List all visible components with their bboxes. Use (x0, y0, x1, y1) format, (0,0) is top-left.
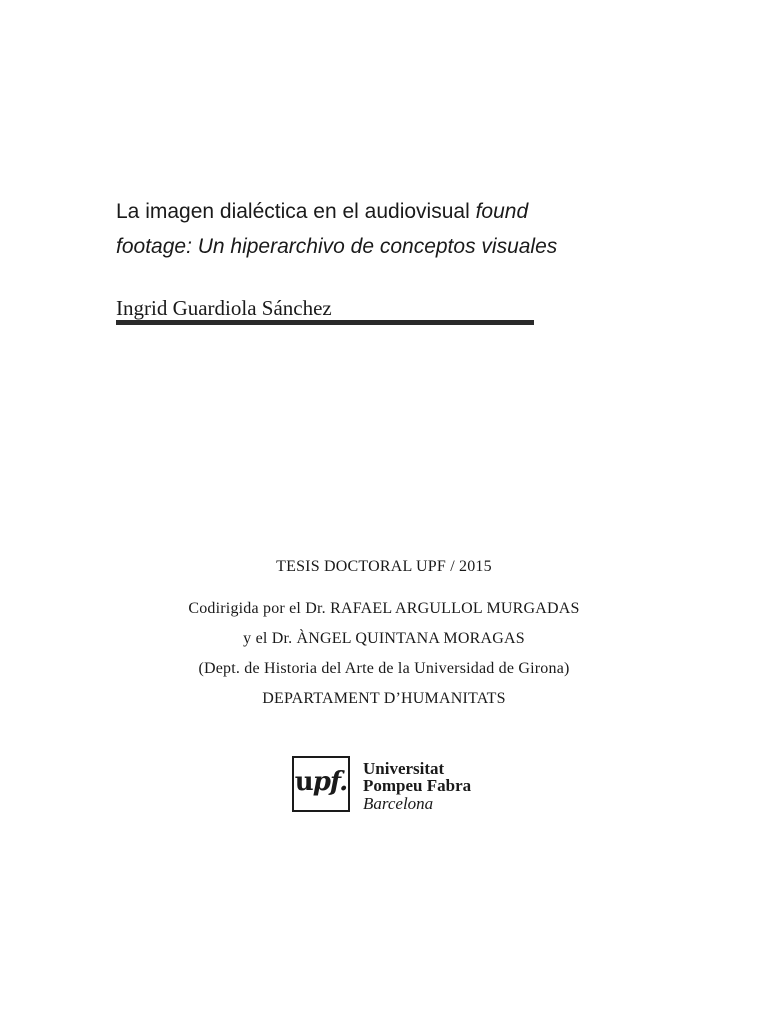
title-line-1-italic: found (475, 200, 529, 223)
supervision-line-4: DEPARTAMENT D’HUMANITATS (262, 690, 506, 707)
title-line-1 (116, 194, 676, 229)
upf-logo-wordmark (363, 760, 471, 813)
title-line-1-regular: La imagen dialéctica en el audiovisual (116, 200, 476, 223)
title-line-2: footage: Un hiperarchivo de conceptos visuales (116, 235, 558, 258)
logo-line-universitat: Universitat (363, 759, 445, 778)
thesis-title (116, 194, 676, 264)
supervision-line-1: Codirigida por el Dr. RAFAEL ARGULLOL MURGADAS (188, 600, 580, 617)
thesis-label: TESIS DOCTORAL UPF / 2015 (276, 558, 492, 575)
upf-mark-pf: pf. (312, 767, 348, 797)
logo-line-pompeu-fabra: Pompeu Fabra (363, 776, 472, 795)
author-name: Ingrid Guardiola Sánchez (116, 296, 332, 320)
supervision-line-3: (Dept. de Historia del Arte de la Universidad de Girona) (198, 660, 570, 677)
author-underline (116, 320, 534, 325)
supervision-line-2: y el Dr. ÀNGEL QUINTANA MORAGAS (243, 630, 525, 647)
upf-mark-u: u (294, 767, 313, 797)
upf-logo (292, 756, 471, 816)
upf-logo-mark (292, 756, 350, 812)
logo-line-barcelona: Barcelona (363, 794, 434, 813)
supervision-block (0, 594, 768, 714)
